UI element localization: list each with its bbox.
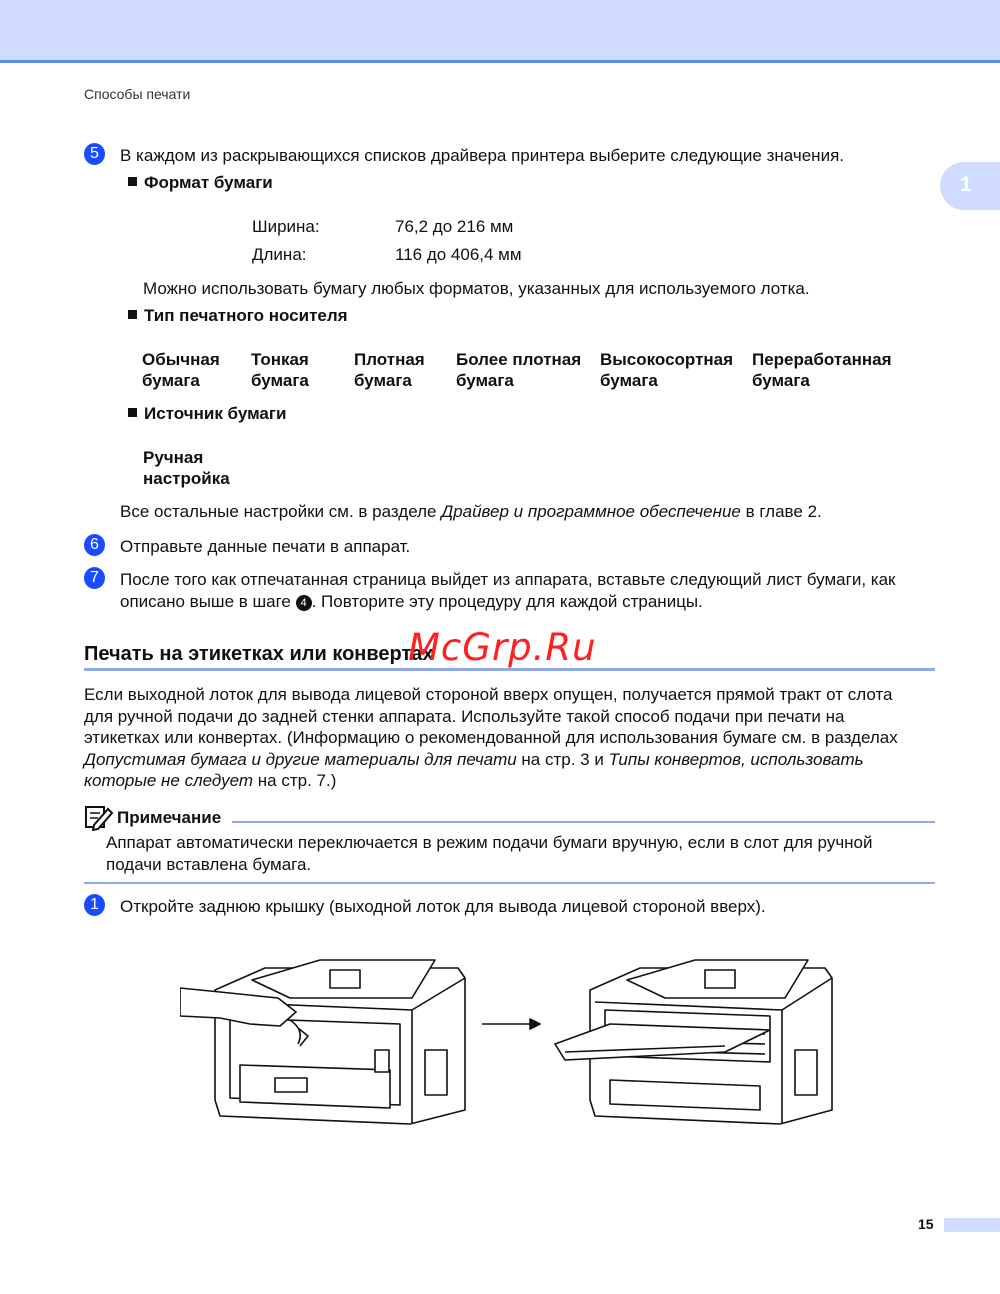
step-6-text: Отправьте данные печати в аппарат. xyxy=(120,537,411,556)
paper-source-heading: Источник бумаги xyxy=(128,403,286,424)
step-5-text: В каждом из раскрывающихся списков драйвера принтера выберите следующие значения. xyxy=(120,146,844,165)
note-bottom-rule xyxy=(84,882,935,884)
note-rule xyxy=(232,821,935,823)
printer-open-icon xyxy=(555,960,832,1124)
section-paragraph: Если выходной лоток для вывода лицевой стороной вверх опущен, получается прямой тракт от слота для ручной подачи до задней стенки аппарата. Используйте такой способ подачи при печати на этикетках или конвертах. (Информацию о рекомендованной для использования бумаге см. в разделах Допустимая бумага и другие материалы для печати на стр. 3 и Типы конвертов, использовать которые не следует на стр. 7.) xyxy=(84,685,898,790)
header-breadcrumb: Способы печати xyxy=(84,86,191,102)
step-1-text: Откройте заднюю крышку (выходной лоток для вывода лицевой стороной вверх). xyxy=(120,897,766,916)
media-type-heading: Тип печатного носителя xyxy=(128,305,348,326)
media-option: Более плотная бумага xyxy=(456,350,582,390)
section-title: Печать на этикетках или конвертах xyxy=(84,643,434,665)
paper-ref-link: Допустимая бумага и другие материалы для печати xyxy=(84,749,517,769)
step-6-badge: 6 xyxy=(84,534,105,556)
bullet-square-icon xyxy=(128,310,137,319)
top-band xyxy=(0,0,1000,60)
width-label: Ширина: xyxy=(252,217,320,236)
page-number: 15 xyxy=(918,1216,934,1232)
width-value: 76,2 до 216 мм xyxy=(395,217,514,236)
media-option: Плотная бумага xyxy=(354,350,425,390)
media-option: Переработанная бумага xyxy=(752,350,892,390)
chapter-number: 1 xyxy=(960,173,972,196)
step-5-badge: 5 xyxy=(84,143,105,165)
paper-size-note: Можно использовать бумагу любых форматов, указанных для используемого лотка. xyxy=(143,279,810,298)
media-option: Обычная бумага xyxy=(142,350,220,390)
page-number-bar xyxy=(944,1218,1000,1232)
step-7-line2: описано выше в шаге 4 . Повторите эту процедуру для каждой страницы. xyxy=(120,592,703,611)
driver-section-ref: Драйвер и программное обеспечение xyxy=(441,502,741,521)
step-7-badge: 7 xyxy=(84,567,105,589)
bullet-square-icon xyxy=(128,408,137,417)
paper-source-option: Ручная настройка xyxy=(143,448,230,488)
step-7-line1: После того как отпечатанная страница выйдет из аппарата, вставьте следующий лист бумаги, как xyxy=(120,570,896,589)
printer-closed-icon xyxy=(180,960,465,1124)
bullet-square-icon xyxy=(128,177,137,186)
chapter-tab xyxy=(940,162,1000,210)
step-4-ref-icon: 4 xyxy=(296,595,312,611)
printer-illustration xyxy=(180,940,840,1140)
note-pencil-icon xyxy=(84,803,114,831)
note-body: Аппарат автоматически переключается в режим подачи бумаги вручную, если в слот для ручной подачи вставлена бумага. xyxy=(106,833,873,874)
other-settings-text: Все остальные настройки см. в разделе Драйвер и программное обеспечение в главе 2. xyxy=(120,502,822,521)
top-rule xyxy=(0,60,1000,63)
media-option: Тонкая бумага xyxy=(251,350,309,390)
length-label: Длина: xyxy=(252,245,307,264)
length-value: 116 до 406,4 мм xyxy=(395,245,522,264)
envelope-ref-link: Типы конвертов, использовать xyxy=(608,749,864,769)
media-option: Высокосортная бумага xyxy=(600,350,734,390)
note-title: Примечание xyxy=(117,808,222,827)
watermark: McGrp.Ru xyxy=(408,626,597,669)
paper-size-heading: Формат бумаги xyxy=(128,172,273,193)
step-1-badge: 1 xyxy=(84,894,105,916)
